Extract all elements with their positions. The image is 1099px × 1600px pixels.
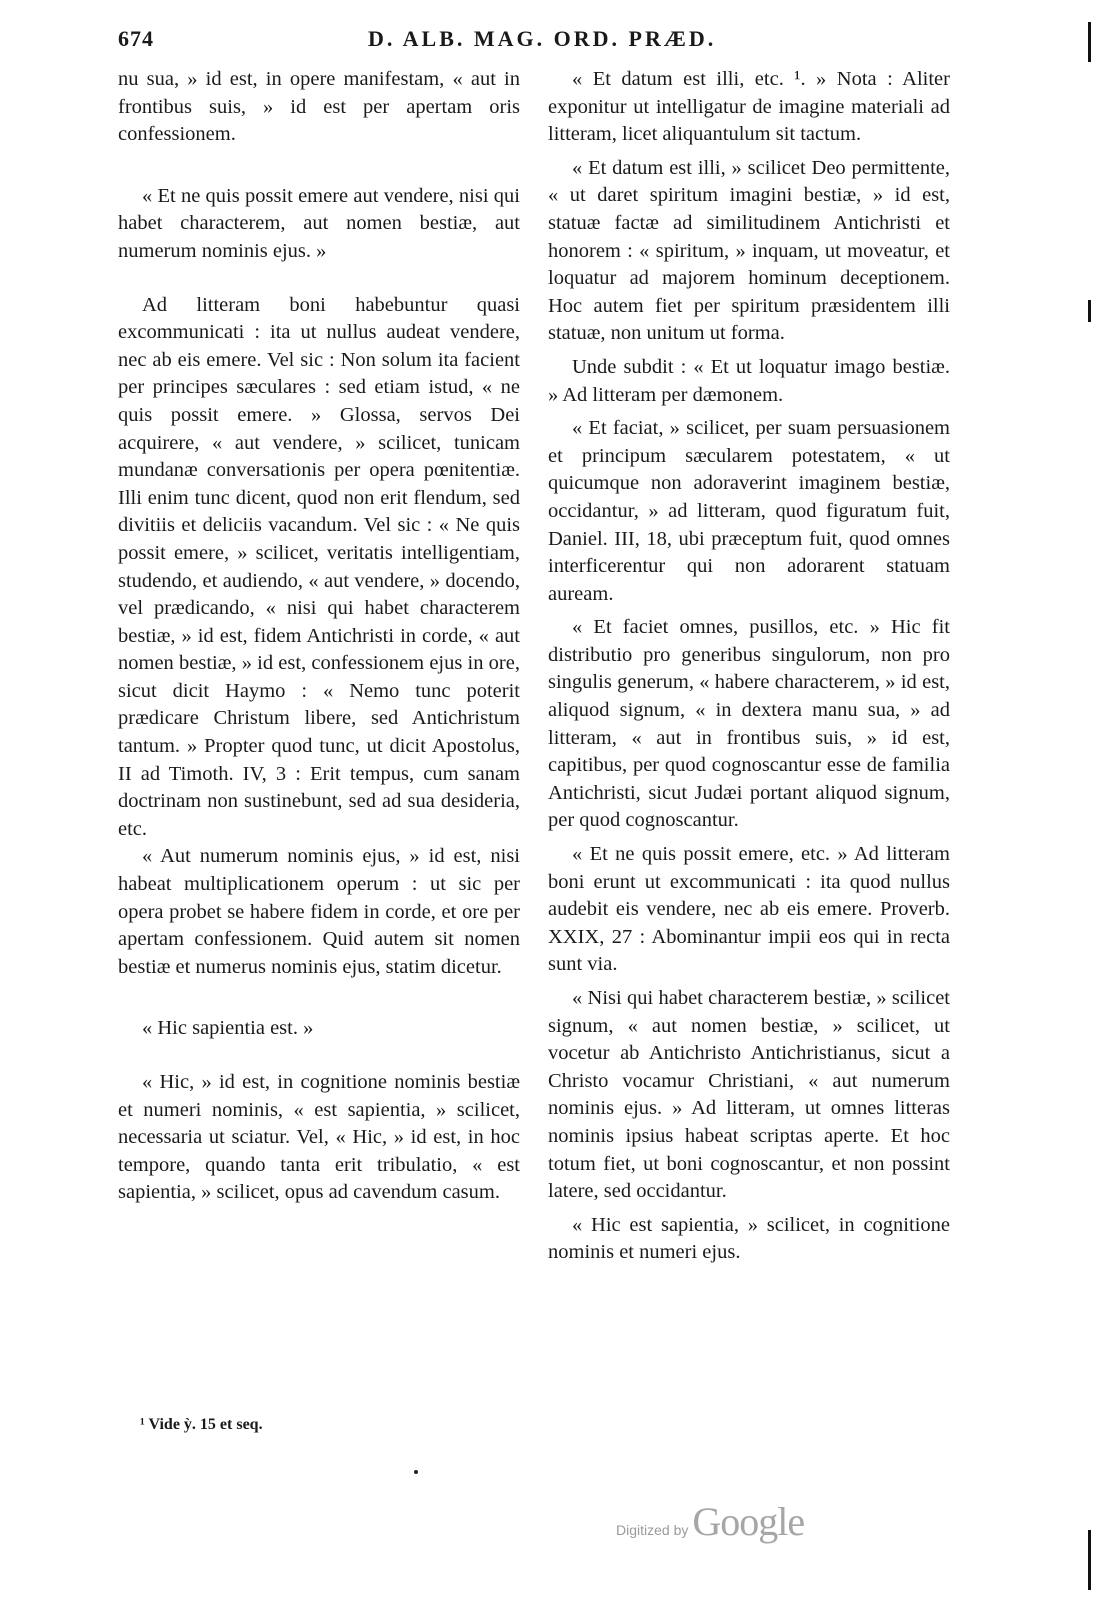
paragraph: « Hic est sapientia, » scilicet, in cognitione nominis et numeri ejus.	[548, 1213, 950, 1264]
paragraph: « Et datum est illi, etc. ¹. » Nota : Aliter exponitur ut intelligatur de imagine materiali ad litteram, licet aliquantulum sit tactum.	[548, 68, 950, 146]
page-edge-mark	[1088, 22, 1091, 62]
paragraph: « Hic, » id est, in cognitione nominis bestiæ et numeri nominis, « est sapientia, » scilicet, necessaria ut sciatur. Vel, « Hic, » id est, in hoc tempore, quando tanta erit tribulatio, « est sapientia, » scilicet, opus ad cavendum casum.	[118, 1071, 520, 1204]
paragraph: nu sua, » id est, in opere manifestam, « aut in frontibus suis, » id est per apertam oris confessionem.	[118, 68, 520, 146]
page-edge-mark	[1088, 1530, 1091, 1590]
paragraph: « Et ne quis possit emere, etc. » Ad litteram boni erunt ut excommunicati : ita quod nullus audebit eis vendere, nec ab eis emere. Proverb. XXIX, 27 : Abominantur impii eos qui in recta sunt via.	[548, 843, 950, 976]
paragraph: « Et faciat, » scilicet, per suam persuasionem et principum sæcularem potestatem, « ut quicumque non adoraverint imaginem bestiæ, occidantur, » ad litteram, quod figuratum fuit, Daniel. III, 18, ubi præceptum fuit, quod omnes interficerentur qui non adorarent statuam auream.	[548, 417, 950, 605]
digitization-watermark	[616, 1498, 804, 1545]
paragraph: « Et datum est illi, » scilicet Deo permittente, « ut daret spiritum imagini bestiæ, » id est, statuæ factæ ad similitudinem Antichristi et honorem : « spiritum, » inquam, ut moveatur, et loquatur ad majorem hominum deceptionem. Hoc autem fiet per spiritum præsidentem illi statuæ, non unitum ut forma.	[548, 156, 950, 345]
ink-speck	[414, 1470, 418, 1474]
paragraph: « Aut numerum nominis ejus, » id est, nisi habeat multiplicationem operum : ut sic per opera probet se habere fidem in corde, et ore per apertam confessionem. Quid autem sit nomen bestiæ et numerus nominis ejus, statim dicetur.	[118, 845, 520, 978]
page-number: 674	[118, 26, 154, 51]
paragraph: Ad litteram boni habebuntur quasi excommunicati : ita ut nullus audeat vendere, nec ab eis emere. Vel sic : Non solum ita facient per principes sæculares : sed etiam istud, « ne quis possit emere. » Glossa, servos Dei acquirere, « aut vendere, » scilicet, tunicam mundanæ conversationis per opera pœnitentiæ. Illi enim tunc dicent, quod non erit flendum, sed divitiis et deliciis vacandum. Vel sic : « Ne quis possit emere, » scilicet, veritatis intelligentiam, studendo, et audiendo, « aut vendere, » docendo, vel prædicando, « nisi qui habet characterem bestiæ, » id est, fidem Antichristi in corde, « aut nomen bestiæ, » id est, confessionem ejus in ore, sicut dicit Haymo : « Nemo tunc poterit prædicare Christum libere, sed Antichristum tantum. » Propter quod tunc, ut dicit Apostolus, II ad Timoth. IV, 3 : Erit tempus, cum sanam doctrinam non sustinebunt, sed ad sua desideria, etc.	[118, 293, 520, 840]
watermark-prefix: Digitized by	[616, 1522, 689, 1538]
page-edge-mark	[1088, 300, 1091, 322]
lemma-verse: « Hic sapientia est. »	[142, 1017, 314, 1040]
google-logo: Google	[692, 1499, 805, 1544]
right-column	[548, 66, 950, 1267]
footnote: ¹ Vide ỳ. 15 et seq.	[140, 1416, 263, 1433]
running-head-title: D. ALB. MAG. ORD. PRÆD.	[368, 26, 717, 51]
lemma-verse: « Et ne quis possit emere aut vendere, nisi qui habet characterem, aut nomen bestiæ, aut numerum nominis ejus. »	[118, 184, 520, 262]
paragraph: « Et faciet omnes, pusillos, etc. » Hic fit distributio pro generibus singulorum, non pro singulis generum, « habere characterem, » id est, aliquod signum, « in dextera manu sua, » ad litteram, « aut in frontibus suis, » id est, capitibus, per quod cognoscantur esse de familia Antichristi, sicut Judæi portant aliquod signum, per quod cognoscantur.	[548, 616, 950, 832]
running-header	[118, 26, 954, 60]
paragraph: Unde subdit : « Et ut loquatur imago bestiæ. » Ad litteram per dæmonem.	[548, 355, 950, 406]
paragraph: « Nisi qui habet characterem bestiæ, » scilicet signum, « aut nomen bestiæ, » scilicet, ut vocetur ab Antichristo Antichristianus, sicut a Christo vocamur Christiani, « aut numerum nominis ejus. » Ad litteram, ut omnes litteras nominis ipsius habeat scriptas aperte. Et hoc totum fiet, ut boni cognoscantur, et non possint latere, sed occidantur.	[548, 987, 950, 1203]
left-column	[118, 66, 520, 1207]
